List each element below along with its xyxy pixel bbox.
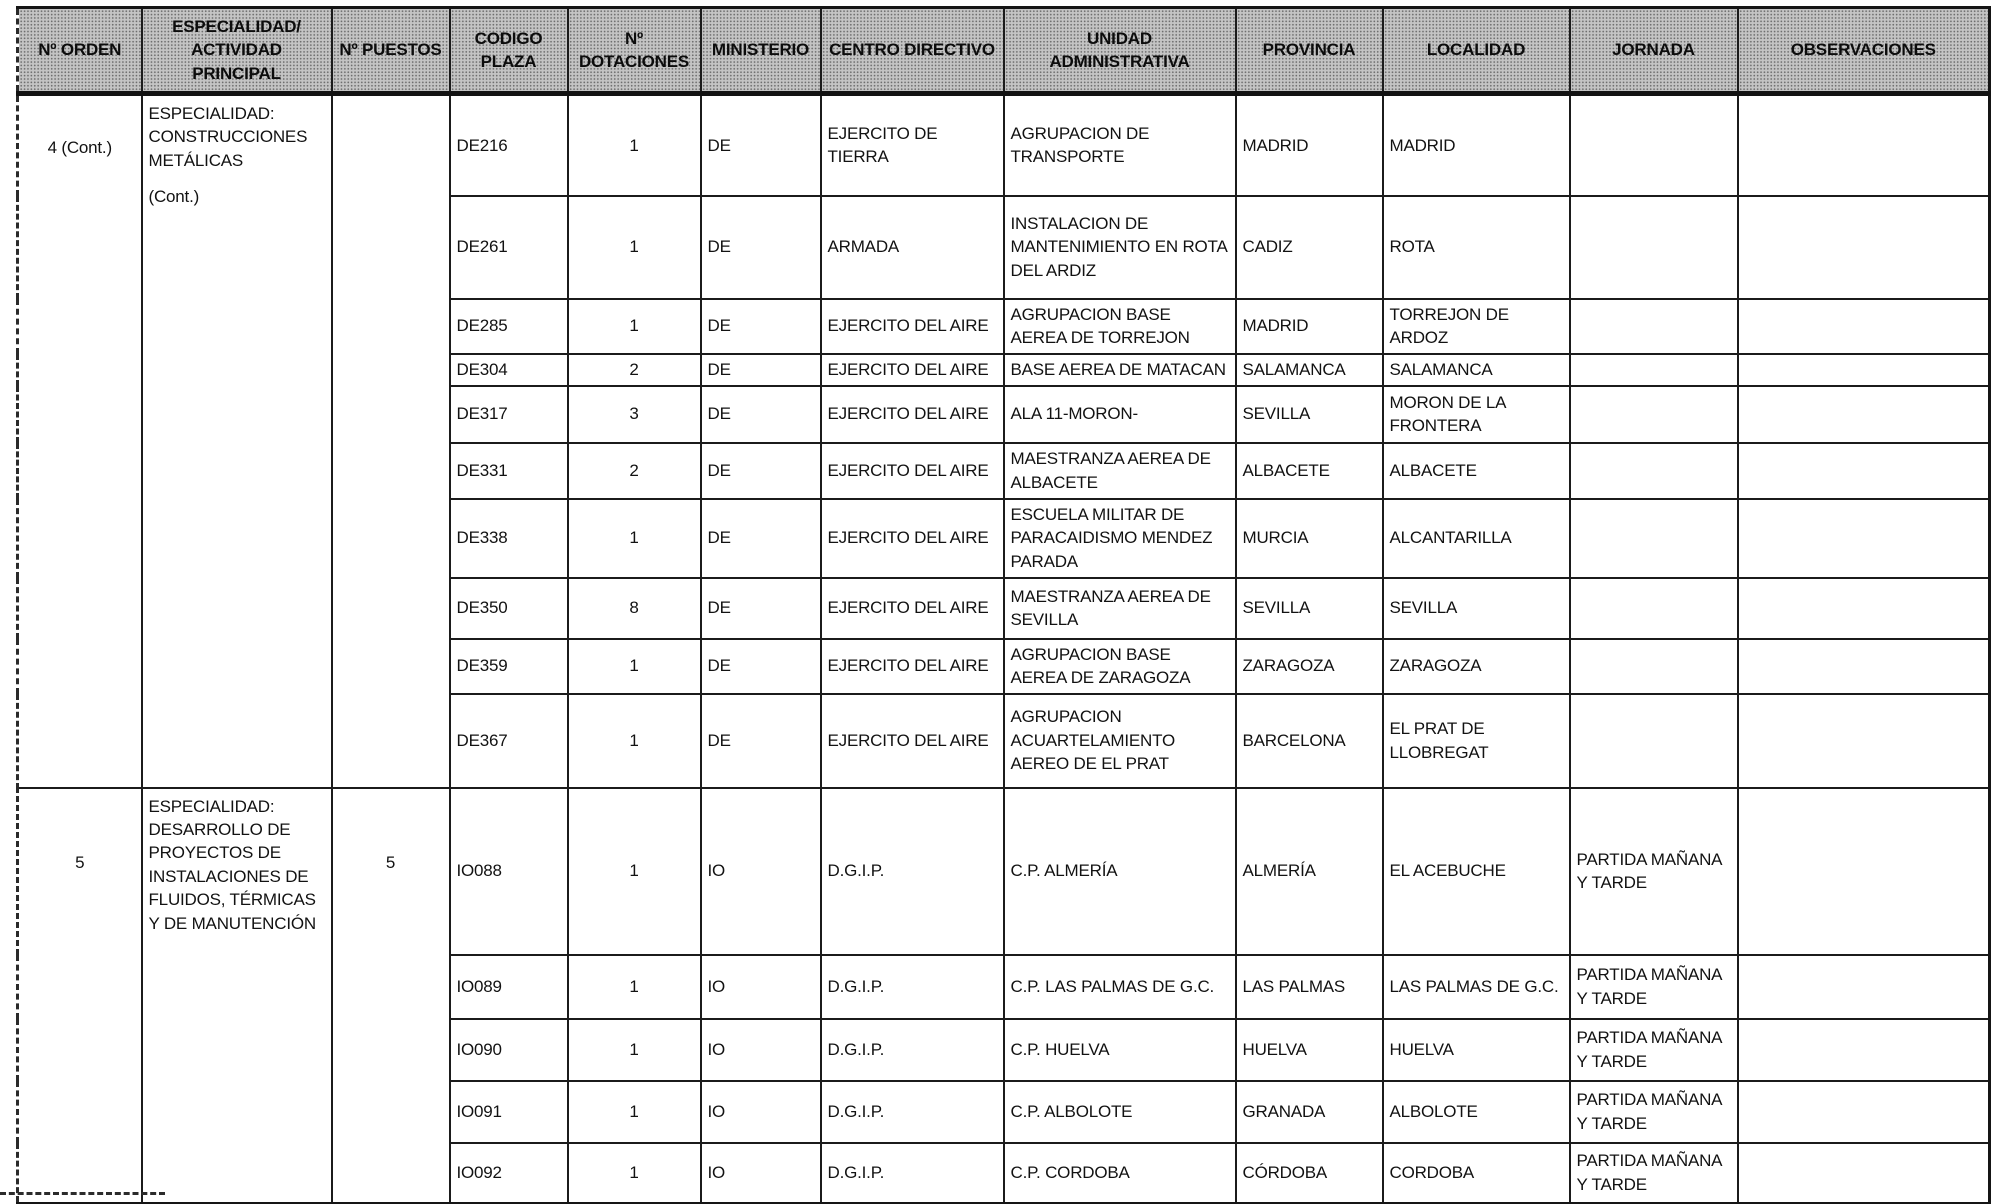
cell-codigo-plaza: DE216 xyxy=(450,94,568,196)
cell-observaciones xyxy=(1738,694,1990,788)
cell-centro-directivo: D.G.I.P. xyxy=(821,1081,1004,1143)
cell-unidad-administrativa: ALA 11-MORON- xyxy=(1004,386,1236,443)
cell-observaciones xyxy=(1738,1019,1990,1081)
cell-centro-directivo: EJERCITO DEL AIRE xyxy=(821,578,1004,639)
cell-codigo-plaza: IO088 xyxy=(450,788,568,955)
cell-observaciones xyxy=(1738,386,1990,443)
cell-observaciones xyxy=(1738,955,1990,1019)
especialidad-text: ESPECIALIDAD: CONSTRUCCIONES METÁLICAS xyxy=(148,104,308,170)
cell-jornada xyxy=(1570,386,1738,443)
cell-codigo-plaza: IO091 xyxy=(450,1081,568,1143)
cell-unidad-administrativa: C.P. ALBOLOTE xyxy=(1004,1081,1236,1143)
cell-num-dotaciones: 1 xyxy=(568,1019,701,1081)
cell-codigo-plaza: DE331 xyxy=(450,443,568,499)
cell-especialidad xyxy=(142,788,332,1204)
especialidad-text: ESPECIALIDAD: DESARROLLO DE PROYECTOS DE INSTALACIONES DE FLUIDOS, TÉRMICAS Y DE MANUTENCIÓN xyxy=(148,796,316,933)
header-cell-jornada: JORNADA xyxy=(1570,8,1738,94)
cell-jornada xyxy=(1570,94,1738,196)
cell-ministerio: DE xyxy=(701,578,821,639)
cell-num-dotaciones: 1 xyxy=(568,94,701,196)
cell-localidad: ALBOLOTE xyxy=(1383,1081,1570,1143)
cell-localidad: ALBACETE xyxy=(1383,443,1570,499)
cell-unidad-administrativa: MAESTRANZA AEREA DE ALBACETE xyxy=(1004,443,1236,499)
cell-codigo-plaza: IO092 xyxy=(450,1143,568,1204)
cell-observaciones xyxy=(1738,196,1990,299)
cell-unidad-administrativa: AGRUPACION BASE AEREA DE TORREJON xyxy=(1004,299,1236,354)
cell-observaciones xyxy=(1738,499,1990,578)
cell-jornada xyxy=(1570,639,1738,694)
cell-codigo-plaza: IO089 xyxy=(450,955,568,1019)
cell-unidad-administrativa: C.P. LAS PALMAS DE G.C. xyxy=(1004,955,1236,1019)
cell-num-puestos: 5 xyxy=(332,788,450,1204)
cell-unidad-administrativa: C.P. CORDOBA xyxy=(1004,1143,1236,1204)
cell-ministerio: IO xyxy=(701,1081,821,1143)
cell-provincia: CADIZ xyxy=(1236,196,1383,299)
cell-jornada xyxy=(1570,443,1738,499)
header-cell-unidad-administrativa: UNIDAD ADMINISTRATIVA xyxy=(1004,8,1236,94)
cell-jornada: PARTIDA MAÑANA Y TARDE xyxy=(1570,788,1738,955)
cell-centro-directivo: EJERCITO DEL AIRE xyxy=(821,639,1004,694)
cell-centro-directivo: EJERCITO DEL AIRE xyxy=(821,694,1004,788)
cell-localidad: ALCANTARILLA xyxy=(1383,499,1570,578)
cell-ministerio: IO xyxy=(701,1019,821,1081)
cell-codigo-plaza: DE304 xyxy=(450,354,568,386)
cell-unidad-administrativa: INSTALACION DE MANTENIMIENTO EN ROTA DEL ARDIZ xyxy=(1004,196,1236,299)
especialidad-nota: (Cont.) xyxy=(148,187,200,207)
cell-provincia: MURCIA xyxy=(1236,499,1383,578)
header-cell-localidad: LOCALIDAD xyxy=(1383,8,1570,94)
cell-observaciones xyxy=(1738,578,1990,639)
cell-jornada xyxy=(1570,578,1738,639)
cell-localidad: MORON DE LA FRONTERA xyxy=(1383,386,1570,443)
cell-localidad: ZARAGOZA xyxy=(1383,639,1570,694)
cell-unidad-administrativa: AGRUPACION BASE AEREA DE ZARAGOZA xyxy=(1004,639,1236,694)
cell-observaciones xyxy=(1738,354,1990,386)
cell-observaciones xyxy=(1738,299,1990,354)
cell-jornada: PARTIDA MAÑANA Y TARDE xyxy=(1570,1143,1738,1204)
cell-ministerio: DE xyxy=(701,443,821,499)
cell-observaciones xyxy=(1738,94,1990,196)
cell-num-dotaciones: 1 xyxy=(568,499,701,578)
cell-centro-directivo: EJERCITO DEL AIRE xyxy=(821,443,1004,499)
table-row xyxy=(18,94,1990,196)
header-cell-centro-directivo: CENTRO DIRECTIVO xyxy=(821,8,1004,94)
cell-num-dotaciones: 1 xyxy=(568,955,701,1019)
cell-jornada: PARTIDA MAÑANA Y TARDE xyxy=(1570,1081,1738,1143)
cell-ministerio: DE xyxy=(701,354,821,386)
puestos-table xyxy=(16,6,1991,1204)
cell-num-dotaciones: 1 xyxy=(568,1081,701,1143)
cell-num-dotaciones: 1 xyxy=(568,299,701,354)
cell-num-dotaciones: 1 xyxy=(568,1143,701,1204)
cell-centro-directivo: D.G.I.P. xyxy=(821,1143,1004,1204)
cell-especialidad xyxy=(142,94,332,788)
cell-observaciones xyxy=(1738,639,1990,694)
header-cell-codigo-plaza: CODIGO PLAZA xyxy=(450,8,568,94)
cell-ministerio: IO xyxy=(701,788,821,955)
cell-unidad-administrativa: ESCUELA MILITAR DE PARACAIDISMO MENDEZ PARADA xyxy=(1004,499,1236,578)
cell-centro-directivo: EJERCITO DEL AIRE xyxy=(821,299,1004,354)
scan-edge-dashes xyxy=(0,1192,165,1195)
cell-num-orden: 5 xyxy=(18,788,142,1204)
cell-ministerio: DE xyxy=(701,499,821,578)
cell-num-puestos xyxy=(332,94,450,788)
cell-provincia: SEVILLA xyxy=(1236,578,1383,639)
cell-ministerio: IO xyxy=(701,1143,821,1204)
cell-jornada xyxy=(1570,499,1738,578)
cell-num-dotaciones: 3 xyxy=(568,386,701,443)
cell-provincia: ALBACETE xyxy=(1236,443,1383,499)
cell-ministerio: DE xyxy=(701,386,821,443)
cell-codigo-plaza: IO090 xyxy=(450,1019,568,1081)
cell-centro-directivo: D.G.I.P. xyxy=(821,1019,1004,1081)
cell-codigo-plaza: DE338 xyxy=(450,499,568,578)
cell-num-dotaciones: 1 xyxy=(568,694,701,788)
cell-centro-directivo: EJERCITO DE TIERRA xyxy=(821,94,1004,196)
cell-codigo-plaza: DE350 xyxy=(450,578,568,639)
cell-localidad: EL ACEBUCHE xyxy=(1383,788,1570,955)
cell-provincia: SEVILLA xyxy=(1236,386,1383,443)
cell-ministerio: DE xyxy=(701,299,821,354)
cell-provincia: ZARAGOZA xyxy=(1236,639,1383,694)
cell-codigo-plaza: DE261 xyxy=(450,196,568,299)
cell-localidad: LAS PALMAS DE G.C. xyxy=(1383,955,1570,1019)
cell-unidad-administrativa: BASE AEREA DE MATACAN xyxy=(1004,354,1236,386)
cell-num-orden: 4 (Cont.) xyxy=(18,94,142,788)
cell-unidad-administrativa: AGRUPACION ACUARTELAMIENTO AEREO DE EL PRAT xyxy=(1004,694,1236,788)
header-row xyxy=(18,8,1990,94)
cell-unidad-administrativa: C.P. ALMERÍA xyxy=(1004,788,1236,955)
cell-jornada: PARTIDA MAÑANA Y TARDE xyxy=(1570,955,1738,1019)
cell-provincia: MADRID xyxy=(1236,94,1383,196)
cell-codigo-plaza: DE367 xyxy=(450,694,568,788)
header-cell-num-orden: Nº ORDEN xyxy=(18,8,142,94)
cell-ministerio: DE xyxy=(701,639,821,694)
cell-localidad: SEVILLA xyxy=(1383,578,1570,639)
header-cell-observaciones: OBSERVACIONES xyxy=(1738,8,1990,94)
header-cell-ministerio: MINISTERIO xyxy=(701,8,821,94)
cell-num-dotaciones: 1 xyxy=(568,788,701,955)
cell-ministerio: DE xyxy=(701,694,821,788)
header-cell-especialidad: ESPECIALIDAD/ ACTIVIDAD PRINCIPAL xyxy=(142,8,332,94)
cell-provincia: SALAMANCA xyxy=(1236,354,1383,386)
cell-num-dotaciones: 1 xyxy=(568,639,701,694)
cell-ministerio: IO xyxy=(701,955,821,1019)
cell-provincia: ALMERÍA xyxy=(1236,788,1383,955)
cell-unidad-administrativa: AGRUPACION DE TRANSPORTE xyxy=(1004,94,1236,196)
cell-jornada xyxy=(1570,354,1738,386)
cell-localidad: CORDOBA xyxy=(1383,1143,1570,1204)
header-cell-num-puestos: Nº PUESTOS xyxy=(332,8,450,94)
cell-codigo-plaza: DE359 xyxy=(450,639,568,694)
cell-observaciones xyxy=(1738,1143,1990,1204)
cell-localidad: SALAMANCA xyxy=(1383,354,1570,386)
cell-centro-directivo: D.G.I.P. xyxy=(821,955,1004,1019)
cell-ministerio: DE xyxy=(701,94,821,196)
cell-localidad: TORREJON DE ARDOZ xyxy=(1383,299,1570,354)
cell-provincia: CÓRDOBA xyxy=(1236,1143,1383,1204)
cell-num-dotaciones: 2 xyxy=(568,443,701,499)
cell-localidad: MADRID xyxy=(1383,94,1570,196)
cell-centro-directivo: EJERCITO DEL AIRE xyxy=(821,354,1004,386)
cell-jornada xyxy=(1570,196,1738,299)
cell-centro-directivo: D.G.I.P. xyxy=(821,788,1004,955)
cell-provincia: MADRID xyxy=(1236,299,1383,354)
cell-jornada xyxy=(1570,694,1738,788)
cell-ministerio: DE xyxy=(701,196,821,299)
cell-centro-directivo: EJERCITO DEL AIRE xyxy=(821,386,1004,443)
cell-unidad-administrativa: MAESTRANZA AEREA DE SEVILLA xyxy=(1004,578,1236,639)
cell-centro-directivo: ARMADA xyxy=(821,196,1004,299)
cell-observaciones xyxy=(1738,443,1990,499)
header-cell-num-dotaciones: Nº DOTACIONES xyxy=(568,8,701,94)
cell-provincia: HUELVA xyxy=(1236,1019,1383,1081)
cell-num-dotaciones: 8 xyxy=(568,578,701,639)
header-cell-provincia: PROVINCIA xyxy=(1236,8,1383,94)
cell-localidad: HUELVA xyxy=(1383,1019,1570,1081)
cell-localidad: ROTA xyxy=(1383,196,1570,299)
cell-provincia: LAS PALMAS xyxy=(1236,955,1383,1019)
cell-provincia: GRANADA xyxy=(1236,1081,1383,1143)
cell-jornada xyxy=(1570,299,1738,354)
cell-codigo-plaza: DE285 xyxy=(450,299,568,354)
cell-provincia: BARCELONA xyxy=(1236,694,1383,788)
cell-observaciones xyxy=(1738,788,1990,955)
cell-unidad-administrativa: C.P. HUELVA xyxy=(1004,1019,1236,1081)
cell-observaciones xyxy=(1738,1081,1990,1143)
cell-localidad: EL PRAT DE LLOBREGAT xyxy=(1383,694,1570,788)
cell-codigo-plaza: DE317 xyxy=(450,386,568,443)
cell-centro-directivo: EJERCITO DEL AIRE xyxy=(821,499,1004,578)
cell-num-dotaciones: 2 xyxy=(568,354,701,386)
cell-jornada: PARTIDA MAÑANA Y TARDE xyxy=(1570,1019,1738,1081)
cell-num-dotaciones: 1 xyxy=(568,196,701,299)
table-row xyxy=(18,788,1990,955)
